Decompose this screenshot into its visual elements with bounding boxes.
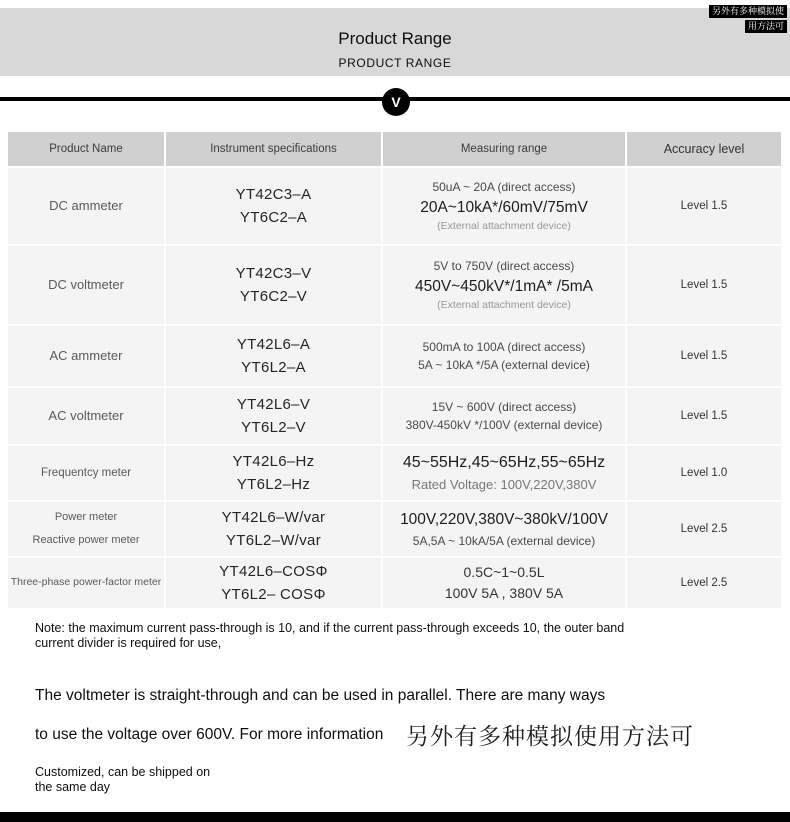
spec-cell [166,388,381,444]
accuracy-level: Level 1.5 [680,350,728,362]
accuracy-level: Level 1.5 [680,410,728,422]
spec-model: YT6L2–W/var [226,532,321,549]
range-line: 5A ~ 10kA */5A (external device) [418,358,590,372]
spec-model: YT6L2– COSΦ [221,586,326,603]
table-row [8,446,781,500]
table-row [8,326,781,386]
accuracy-cell [627,326,781,386]
product-name-cell [8,446,164,500]
paragraph-line: to use the voltage over 600V. For more information [35,726,384,743]
range-line: 50uA ~ 20A (direct access) [432,179,576,194]
range-line: 5V to 750V (direct access) [433,258,575,273]
product-name: DC ammeter [49,198,123,214]
column-header-measuring-range: Measuring range [383,132,625,166]
table-row [8,502,781,556]
corner-badge: 另外有多种模拟使 [709,5,787,18]
page-subtitle: PRODUCT RANGE [338,56,452,70]
table-row [8,558,781,608]
spec-table [8,132,781,608]
spec-model: YT42C3–A [235,185,312,203]
range-line: Rated Voltage: 100V,220V,380V [411,477,597,493]
product-name-cell [8,502,164,556]
range-cell [383,446,625,500]
product-name: AC voltmeter [48,408,124,424]
spec-model: YT42L6–W/var [221,508,326,526]
spec-model: YT6L2–A [241,359,306,376]
column-header-accuracy-level: Accuracy level [627,132,781,166]
range-cell [383,502,625,556]
spec-model: YT6L2–Hz [236,476,311,493]
range-line: 100V,220V,380V~380kV/100V [400,511,608,529]
corner-badge: 用方法可 [745,20,787,33]
range-line: 15V ~ 600V (direct access) [431,400,577,414]
spec-cell [166,502,381,556]
range-cell [383,388,625,444]
range-line: 380V-450kV */100V (external device) [405,418,603,432]
note-line: Note: the maximum current pass-through is 10, and if the current pass-through exceeds 10, the outer band [35,621,625,635]
spec-model: YT6C2–V [239,288,308,305]
accuracy-level: Level 1.5 [680,200,728,212]
accuracy-cell [627,168,781,244]
spec-model: YT42C3–V [235,264,312,282]
customized-note [35,765,435,795]
chevron-down-badge: V [382,88,410,116]
column-header-specifications: Instrument specifications [166,132,381,166]
paragraph-line: The voltmeter is straight-through and can be used in parallel. There are many ways [35,687,606,704]
range-cell [383,246,625,324]
product-name: DC voltmeter [48,277,124,293]
chinese-overlay-text: 另外有多种模拟使用方法可 [406,723,694,749]
table-header-row [8,132,781,166]
column-header-product-name: Product Name [8,132,164,166]
page-title: Product Range [338,29,452,48]
accuracy-cell [627,388,781,444]
product-name-cell [8,388,164,444]
accuracy-level: Level 1.0 [680,467,728,479]
range-line: 0.5C~1~0.5L [463,564,545,580]
product-name-cell [8,168,164,244]
product-name-cell [8,558,164,608]
table-row [8,246,781,324]
range-cell [383,558,625,608]
table-body [8,168,781,608]
product-name-cell [8,246,164,324]
spec-cell [166,168,381,244]
product-name: Three-phase power-factor meter [10,576,162,589]
footer-bar [0,812,790,822]
customized-line: the same day [35,780,111,794]
accuracy-level: Level 1.5 [680,279,728,291]
spec-model: YT42L6–COSΦ [219,562,328,580]
range-line: 100V 5A , 380V 5A [444,585,564,601]
range-cell [383,326,625,386]
spec-cell [166,446,381,500]
product-name-cell [8,326,164,386]
range-line: (External attachment device) [437,298,571,311]
accuracy-cell [627,502,781,556]
product-name: AC ammeter [49,348,123,364]
spec-model: YT42L6–V [236,395,311,413]
range-line: (External attachment device) [437,219,571,232]
product-name: Frequentcy meter [40,466,132,479]
note-text [35,621,765,651]
accuracy-cell [627,246,781,324]
accuracy-level: Level 2.5 [680,577,728,589]
table-row [8,388,781,444]
range-line: 5A,5A ~ 10kA/5A (external device) [412,533,596,548]
spec-model: YT42L6–Hz [232,452,315,470]
accuracy-cell [627,558,781,608]
spec-cell [166,558,381,608]
spec-cell [166,326,381,386]
spec-model: YT6C2–A [239,209,308,226]
spec-model: YT42L6–A [236,335,311,353]
page-header [0,8,790,76]
spec-model: YT6L2–V [241,419,306,436]
accuracy-cell [627,446,781,500]
table-row [8,168,781,244]
accuracy-level: Level 2.5 [680,523,728,535]
range-line: 20A~10kA*/60mV/75mV [420,198,588,216]
range-line: 45~55Hz,45~65Hz,55~65Hz [402,454,606,472]
range-line: 450V~450kV*/1mA* /5mA [415,277,593,295]
note-line: current divider is required for use, [35,636,222,650]
corner-badges [709,5,787,33]
range-line: 500mA to 100A (direct access) [422,340,586,354]
product-name: Reactive power meter [32,534,140,546]
customized-line: Customized, can be shipped on [35,765,211,779]
spec-cell [166,246,381,324]
product-name: Power meter [54,510,118,523]
range-cell [383,168,625,244]
